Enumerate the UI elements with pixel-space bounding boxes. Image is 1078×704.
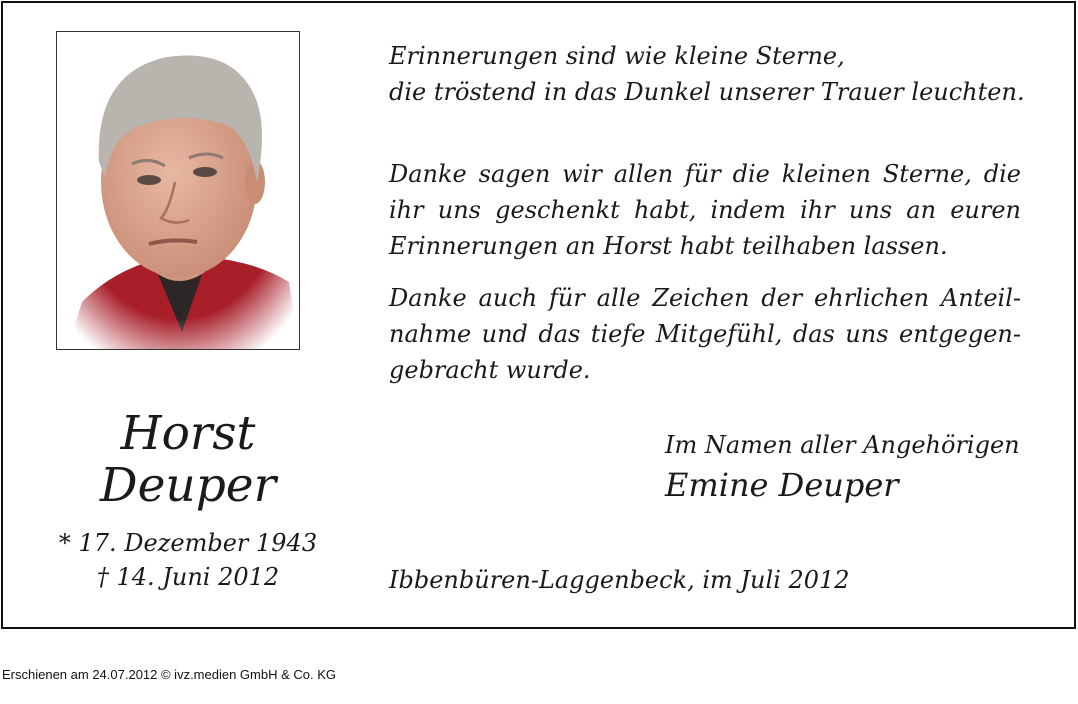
quote-line: Erinnerungen sind wie kleine Sterne,	[389, 42, 845, 70]
birth-date: * 17. Dezember 1943	[58, 529, 318, 557]
portrait-photo	[56, 31, 300, 350]
publication-footer: Erschienen am 24.07.2012 © ivz.medien GmbH & Co. KG	[2, 667, 337, 682]
deceased-last-name: Deuper	[99, 458, 277, 513]
signature-intro: Im Namen aller Angehörigen	[665, 431, 1020, 459]
thanks-paragraph-2	[389, 280, 1021, 388]
deceased-first-name: Horst	[120, 406, 256, 461]
memorial-quote	[389, 38, 1025, 110]
paragraph-line: Danke sagen wir allen für die kleinen Sterne, die	[389, 160, 1021, 188]
paragraph-line: ihr uns geschenkt habt, indem ihr uns an euren	[389, 196, 1021, 224]
place-and-date: Ibbenbüren-Laggenbeck, im Juli 2012	[389, 566, 850, 594]
quote-line: die tröstend in das Dunkel unserer Trauer leuchten.	[389, 78, 1025, 106]
paragraph-line: nahme und das tiefe Mitgefühl, das uns entgegen-	[389, 320, 1021, 348]
paragraph-line: Danke auch für alle Zeichen der ehrlichen Anteil-	[389, 284, 1021, 312]
deceased-name	[58, 408, 318, 512]
signature-name: Emine Deuper	[665, 466, 899, 504]
thanks-paragraph-1	[389, 156, 1021, 264]
life-dates	[38, 526, 338, 594]
paragraph-line: Erinnerungen an Horst habt teilhaben lassen.	[389, 232, 948, 260]
obituary-card	[1, 1, 1076, 629]
paragraph-line: gebracht wurde.	[389, 356, 591, 384]
portrait-image	[57, 32, 299, 349]
death-date: † 14. Juni 2012	[96, 563, 280, 591]
